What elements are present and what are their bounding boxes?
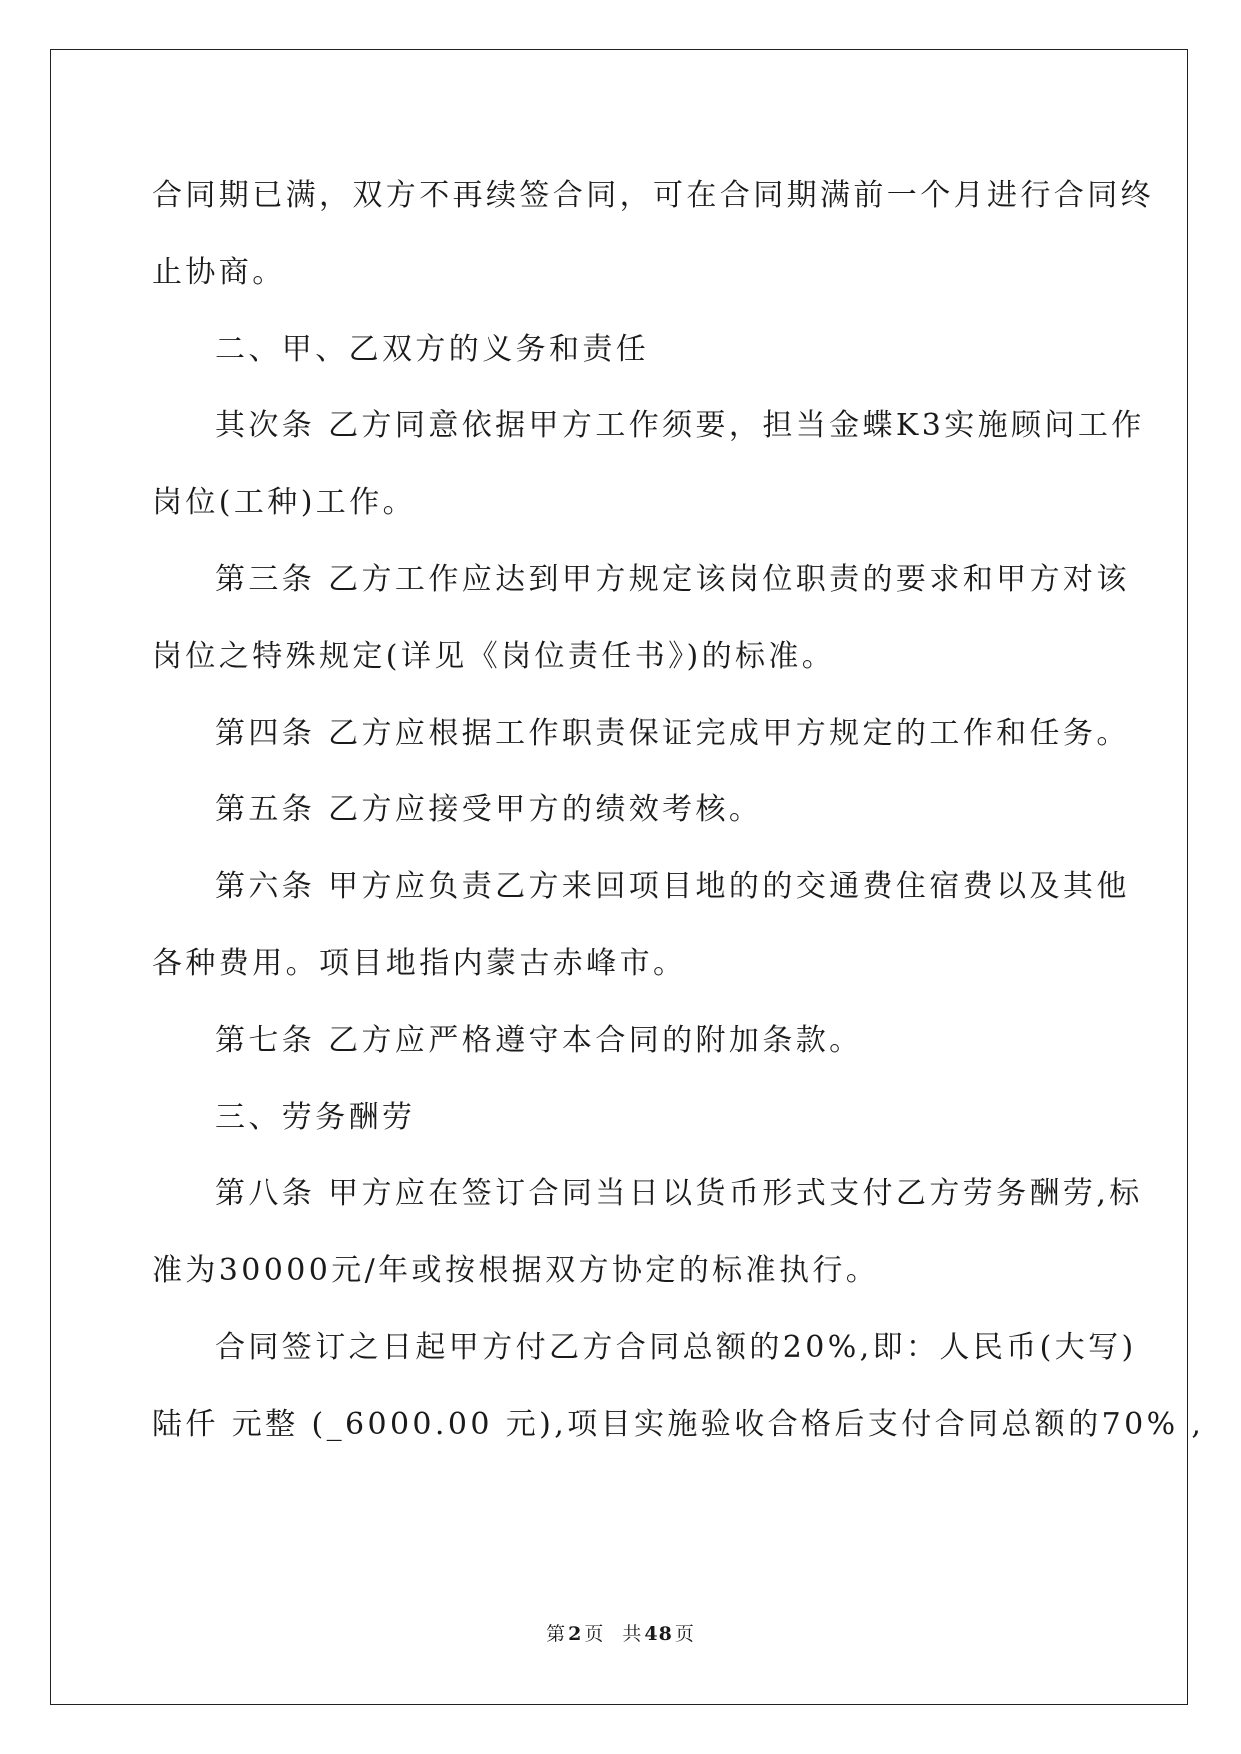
page-suffix: 页 <box>584 1623 605 1645</box>
section-heading: 二、甲、乙双方的义务和责任 <box>215 331 650 367</box>
text-line: 第三条 乙方工作应达到甲方规定该岗位职责的要求和甲方对该 <box>215 561 1130 597</box>
text-line: 陆仟 元整 (_6000.00 元),项目实施验收合格后支付合同总额的70% , <box>152 1406 1205 1442</box>
current-page-number: 2 <box>568 1623 583 1645</box>
text-line: 第五条 乙方应接受甲方的绩效考核。 <box>215 792 763 828</box>
text-line: 第八条 甲方应在签订合同当日以货币形式支付乙方劳务酬劳,标 <box>215 1176 1143 1212</box>
text-line: 第四条 乙方应根据工作职责保证完成甲方规定的工作和任务。 <box>215 715 1130 751</box>
page-footer <box>0 1619 1241 1646</box>
section-heading: 三、劳务酬劳 <box>215 1099 416 1135</box>
total-pages-number: 48 <box>644 1623 673 1645</box>
text-line: 准为30000元/年或按根据双方协定的标准执行。 <box>152 1253 880 1289</box>
text-line: 各种费用。项目地指内蒙古赤峰市。 <box>152 945 687 981</box>
total-prefix: 共 <box>622 1623 643 1645</box>
text-line: 其次条 乙方同意依据甲方工作须要，担当金蝶K3实施顾问工作 <box>215 408 1145 444</box>
total-suffix: 页 <box>674 1623 695 1645</box>
text-line: 合同签订之日起甲方付乙方合同总额的20%,即：人民币(大写) <box>215 1329 1137 1365</box>
text-line: 岗位之特殊规定(详见《岗位责任书》)的标准。 <box>152 638 836 674</box>
document-body <box>152 158 1205 1464</box>
text-line: 止协商。 <box>152 254 286 290</box>
text-line: 岗位(工种)工作。 <box>152 485 417 521</box>
page-prefix: 第 <box>546 1623 567 1645</box>
text-line: 合同期已满，双方不再续签合同，可在合同期满前一个月进行合同终 <box>152 178 1154 213</box>
text-line: 第六条 甲方应负责乙方来回项目地的的交通费住宿费以及其他 <box>215 869 1130 905</box>
text-line: 第七条 乙方应严格遵守本合同的附加条款。 <box>215 1022 863 1058</box>
